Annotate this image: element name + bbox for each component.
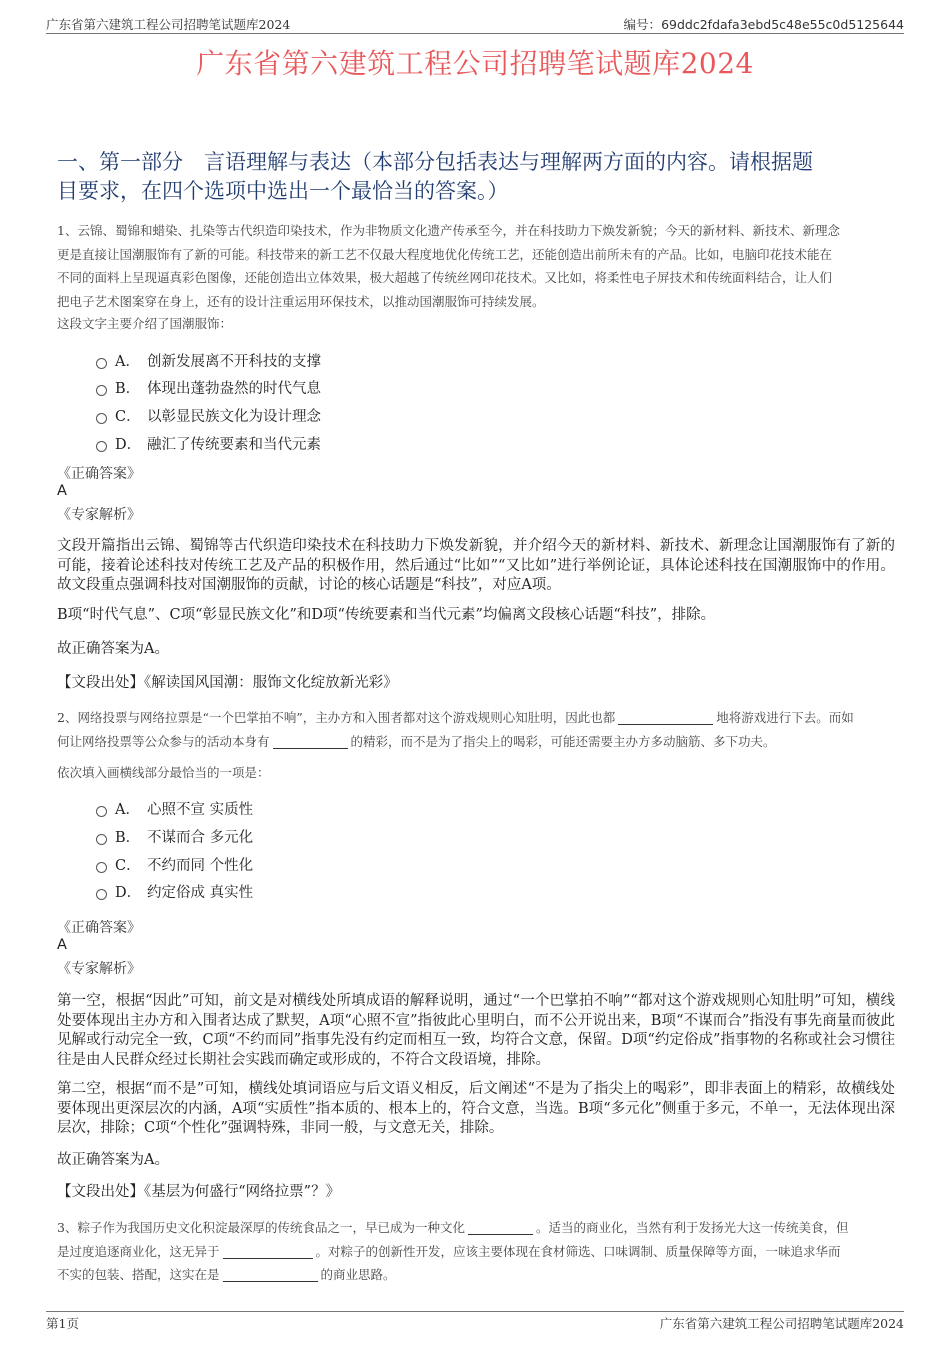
q1-analysis-p1: 文段开篇指出云锦、蜀锦等古代织造印染技术在科技助力下焕发新貌，并介绍今天的新材料、新技术、新理念让国潮服饰有了新的可能，接着论述科技对传统工艺及产品的积极作用，然后通过“比如”“又比如”进行举例论证，具体论述科技在国潮服饰中的作用。故文段重点强调科技对国潮服饰的贡献，讨论的核心话题是“科技”，对应A项。 — [57, 538, 895, 593]
blank-line — [618, 710, 713, 725]
q2-passage: 2、网络投票与网络拉票是“一个巴掌拍不响”，主办方和入围者都对这个游戏规则心知肚明，因此也都 地将游戏进行下去。而如 何让网络投票等公众参与的活动本身有 的精彩，而不是为了指尖上的喝彩，可能还需要主办方多动脑筋、多下功夫。 — [57, 710, 854, 749]
q1-stem: 这段文字主要介绍了国潮服饰： — [57, 316, 233, 331]
q2-stem: 依次填入画横线部分最恰当的一项是： — [57, 765, 270, 780]
q2-answer-label: 《正确答案》 — [57, 920, 141, 936]
q2-option-d[interactable]: D． 约定俗成 真实性 — [96, 881, 253, 902]
header-divider — [46, 33, 904, 34]
blank-line — [468, 1220, 533, 1235]
radio-icon[interactable] — [96, 358, 107, 369]
q1-option-a[interactable]: A． 创新发展离不开科技的支撑 — [96, 350, 321, 371]
q1-analysis-p2: B项“时代气息”、C项“彰显民族文化”和D项“传统要素和当代元素”均偏离文段核心话题“科技”，排除。 — [57, 607, 716, 623]
q1-option-c[interactable]: C． 以彰显民族文化为设计理念 — [96, 405, 321, 426]
radio-icon[interactable] — [96, 806, 107, 817]
blank-line — [273, 734, 348, 749]
q1-passage: 1、云锦、蜀锦和蜡染、扎染等古代织造印染技术，作为非物质文化遗产传承至今，并在科技助力下焕发新貌；今天的新材料、新技术、新理念 更是直接让国潮服饰有了新的可能。科技带来的新工艺不仅最大程度地优化传统工艺，还能创造出前所未有的产品。比如，电脑印花技术能在 不同的面料上呈现逼真彩色图像，还能创造出立体效果，极大超越了传统丝网印花技术。又比如，将柔性电子屏技术和传统面料结合，让人们 把电子艺术图案穿在身上，还有的设计注重运用环保技术，以推动国潮服饰可持续发展。 — [57, 223, 840, 309]
q2-source: 【文段出处】《基层为何盛行“网络拉票”？》 — [57, 1184, 341, 1200]
q1-source: 【文段出处】《解读国风国潮：服饰文化绽放新光彩》 — [57, 675, 398, 691]
q2-option-b[interactable]: B． 不谋而合 多元化 — [96, 826, 253, 847]
radio-icon[interactable] — [96, 441, 107, 452]
q1-answer: A — [57, 483, 67, 499]
section-heading: 一、第一部分 言语理解与表达（本部分包括表达与理解两方面的内容。请根据题 目要求，在四个选项中选出一个最恰当的答案。） — [57, 150, 813, 203]
page-number: 第1页 — [46, 1316, 79, 1331]
q2-analysis-p2: 第二空，根据“而不是”可知，横线处填词语应与后文语义相反，后文阐述“不是为了指尖上的喝彩”，即非表面上的精彩，故横线处要体现出更深层次的内涵，A项“实质性”指本质的、根本上的，符合文意，当选。B项“多元化”侧重于多元，不单一，无法体现出深层次，排除；C项“个性化”强调特殊，非同一般，与文意无关，排除。 — [57, 1081, 895, 1136]
footer-doc-title: 广东省第六建筑工程公司招聘笔试题库2024 — [659, 1316, 904, 1331]
radio-icon[interactable] — [96, 889, 107, 900]
radio-icon[interactable] — [96, 385, 107, 396]
footer-divider — [46, 1311, 904, 1312]
radio-icon[interactable] — [96, 834, 107, 845]
q1-option-d[interactable]: D． 融汇了传统要素和当代元素 — [96, 433, 321, 454]
q2-answer: A — [57, 937, 67, 953]
radio-icon[interactable] — [96, 862, 107, 873]
q2-analysis-p3: 故正确答案为A。 — [57, 1152, 169, 1168]
q2-analysis-p1: 第一空，根据“因此”可知，前文是对横线处所填成语的解释说明，通过“一个巴掌拍不响”“都对这个游戏规则心知肚明”可知，横线处要体现出主办方和入围者达成了默契，A项“心照不宣”指彼此心里明白，而不公开说出来，B项“不谋而合”指没有事先商量而彼此见解或行动完全一致，C项“不约而同”指事先没有约定而相互一致，均符合文意，保留。D项“约定俗成”指事物的名称或社会习惯往往是由人民群众经过长期社会实践而确定或形成的，不符合文段语境，排除。 — [57, 993, 895, 1068]
q1-answer-label: 《正确答案》 — [57, 466, 141, 482]
radio-icon[interactable] — [96, 413, 107, 424]
page-title: 广东省第六建筑工程公司招聘笔试题库2024 — [196, 47, 754, 80]
q1-analysis-p3: 故正确答案为A。 — [57, 641, 169, 657]
header-doc-id: 编号：69ddc2fdafa3ebd5c48e55c0d5125644 — [623, 17, 904, 32]
q1-analysis-label: 《专家解析》 — [57, 507, 141, 523]
q3-passage: 3、粽子作为我国历史文化积淀最深厚的传统食品之一，早已成为一种文化 。适当的商业化，当然有利于发扬光大这一传统美食，但 是过度追逐商业化，这无异于 。对粽子的创新性开发，应该主要体现在食材筛选、口味调制、质量保障等方面，一味追求华而 不实的包装、搭配，这实在是 的商业思路。 — [57, 1220, 849, 1282]
q2-option-a[interactable]: A． 心照不宣 实质性 — [96, 798, 253, 819]
q2-analysis-label: 《专家解析》 — [57, 961, 141, 977]
header-doc-title: 广东省第六建筑工程公司招聘笔试题库2024 — [46, 17, 291, 32]
q2-option-c[interactable]: C． 不约而同 个性化 — [96, 854, 253, 875]
blank-line — [223, 1244, 313, 1259]
blank-line — [223, 1267, 318, 1282]
q1-option-b[interactable]: B． 体现出蓬勃盎然的时代气息 — [96, 377, 321, 398]
